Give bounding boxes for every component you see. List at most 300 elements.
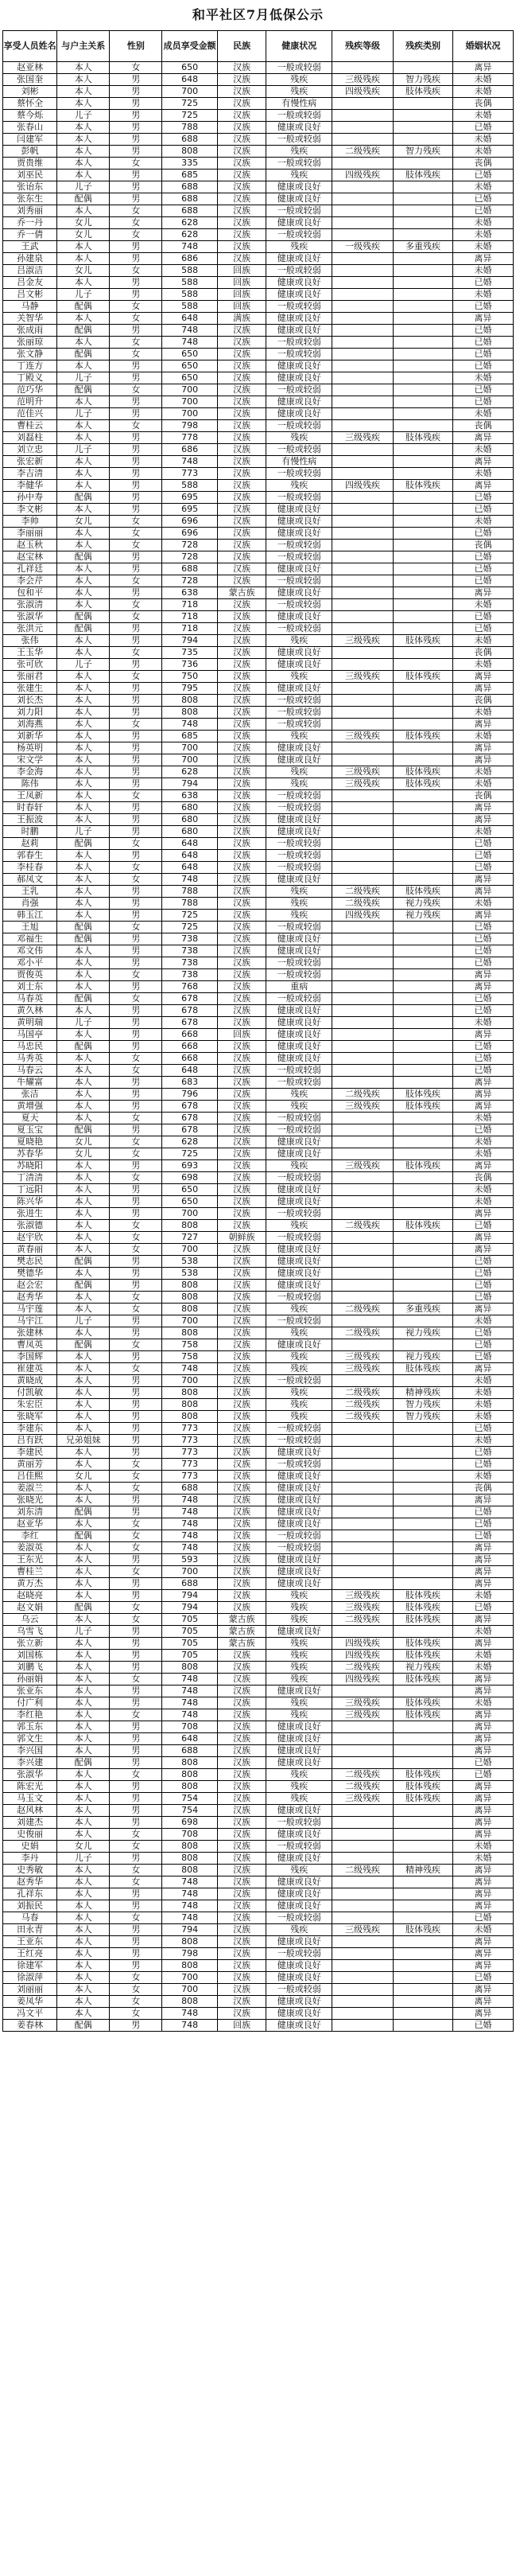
disability-level-cell <box>332 384 394 396</box>
health-cell: 健康或良好 <box>266 1280 332 1292</box>
ethnicity-cell: 汉族 <box>217 1292 266 1304</box>
health-cell: 健康或良好 <box>266 1996 332 2008</box>
disability-type-cell <box>394 1435 453 1447</box>
health-cell: 一般或较弱 <box>266 265 332 277</box>
gender-cell: 男 <box>110 1936 162 1948</box>
disability-type-cell <box>394 1972 453 1984</box>
gender-cell: 女 <box>110 205 162 217</box>
table-row <box>3 1805 514 1817</box>
table-row <box>3 1447 514 1459</box>
health-cell: 健康或良好 <box>266 289 332 301</box>
disability-type-cell <box>394 1948 453 1960</box>
amount-cell: 728 <box>162 540 217 551</box>
amount-cell: 705 <box>162 1638 217 1650</box>
gender-cell: 女 <box>110 1614 162 1626</box>
name-cell: 张淑清 <box>3 599 57 611</box>
marital-status-cell: 未婚 <box>452 134 513 146</box>
name-cell: 苏晓阳 <box>3 1160 57 1172</box>
amount-cell: 748 <box>162 1530 217 1542</box>
relation-cell: 本人 <box>57 1793 110 1805</box>
table-row <box>3 1495 514 1506</box>
marital-status-cell: 丧偶 <box>452 158 513 170</box>
ethnicity-cell: 汉族 <box>217 480 266 492</box>
gender-cell: 男 <box>110 886 162 898</box>
name-cell: 姜淑兰 <box>3 1483 57 1495</box>
marital-status-cell: 未婚 <box>452 1650 513 1662</box>
disability-type-cell <box>394 1900 453 1912</box>
gender-cell: 男 <box>110 170 162 181</box>
gender-cell: 男 <box>110 551 162 563</box>
disability-level-cell <box>332 551 394 563</box>
disability-type-cell <box>394 1423 453 1435</box>
ethnicity-cell: 汉族 <box>217 922 266 933</box>
disability-type-cell <box>394 193 453 205</box>
relation-cell: 本人 <box>57 1065 110 1077</box>
disability-type-cell <box>394 1124 453 1136</box>
table-row <box>3 1244 514 1256</box>
disability-level-cell <box>332 1113 394 1124</box>
amount-cell: 650 <box>162 1184 217 1196</box>
relation-cell: 本人 <box>57 277 110 289</box>
gender-cell: 男 <box>110 86 162 98</box>
disability-level-cell <box>332 683 394 695</box>
health-cell: 健康或良好 <box>266 1936 332 1948</box>
marital-status-cell: 已婚 <box>452 528 513 540</box>
marital-status-cell: 未婚 <box>452 1315 513 1327</box>
ethnicity-cell: 汉族 <box>217 575 266 587</box>
disability-level-cell <box>332 993 394 1005</box>
health-cell: 一般或较弱 <box>266 922 332 933</box>
gender-cell: 男 <box>110 850 162 862</box>
ethnicity-cell: 汉族 <box>217 1471 266 1483</box>
table-row <box>3 146 514 158</box>
gender-cell: 女 <box>110 1244 162 1256</box>
disability-type-cell: 肢体残疾 <box>394 1793 453 1805</box>
disability-type-cell: 肢体残疾 <box>394 1638 453 1650</box>
marital-status-cell: 已婚 <box>452 575 513 587</box>
health-cell: 健康或良好 <box>266 1686 332 1697</box>
health-cell: 残疾 <box>266 170 332 181</box>
gender-cell: 女 <box>110 599 162 611</box>
table-row <box>3 456 514 468</box>
table-row <box>3 1686 514 1697</box>
gender-cell: 女 <box>110 420 162 432</box>
disability-level-cell <box>332 337 394 349</box>
table-row <box>3 671 514 683</box>
name-cell: 史秀敏 <box>3 1865 57 1876</box>
relation-cell: 本人 <box>57 396 110 408</box>
disability-type-cell <box>394 1471 453 1483</box>
table-row <box>3 1232 514 1244</box>
ethnicity-cell: 汉族 <box>217 1351 266 1363</box>
marital-status-cell: 离异 <box>452 1709 513 1721</box>
ethnicity-cell: 汉族 <box>217 551 266 563</box>
marital-status-cell: 已婚 <box>452 1124 513 1136</box>
marital-status-cell: 离异 <box>452 1829 513 1841</box>
amount-cell: 708 <box>162 1721 217 1733</box>
relation-cell: 本人 <box>57 337 110 349</box>
disability-type-cell <box>394 1733 453 1745</box>
amount-cell: 700 <box>162 1972 217 1984</box>
name-cell: 彭帆 <box>3 146 57 158</box>
marital-status-cell: 未婚 <box>452 635 513 647</box>
disability-type-cell <box>394 277 453 289</box>
disability-type-cell: 肢体残疾 <box>394 1160 453 1172</box>
marital-status-cell: 已婚 <box>452 1292 513 1304</box>
health-cell: 健康或良好 <box>266 1566 332 1578</box>
table-row <box>3 1435 514 1447</box>
name-cell: 时春轩 <box>3 802 57 814</box>
ethnicity-cell: 汉族 <box>217 1745 266 1757</box>
relation-cell: 本人 <box>57 1936 110 1948</box>
relation-cell: 本人 <box>57 1686 110 1697</box>
health-cell: 健康或良好 <box>266 1041 332 1053</box>
amount-cell: 748 <box>162 241 217 253</box>
health-cell: 健康或良好 <box>266 587 332 599</box>
health-cell: 健康或良好 <box>266 826 332 838</box>
health-cell: 一般或较弱 <box>266 1435 332 1447</box>
ethnicity-cell: 汉族 <box>217 74 266 86</box>
table-row <box>3 2008 514 2020</box>
ethnicity-cell: 汉族 <box>217 1089 266 1101</box>
relation-cell: 配偶 <box>57 1506 110 1518</box>
table-row <box>3 1924 514 1936</box>
gender-cell: 男 <box>110 1435 162 1447</box>
table-body <box>3 62 514 2032</box>
amount-cell: 788 <box>162 898 217 910</box>
ethnicity-cell: 汉族 <box>217 1041 266 1053</box>
marital-status-cell: 离异 <box>452 671 513 683</box>
disability-level-cell <box>332 504 394 516</box>
disability-type-cell <box>394 1268 453 1280</box>
disability-type-cell: 肢体残疾 <box>394 1697 453 1709</box>
marital-status-cell: 已婚 <box>452 349 513 360</box>
disability-level-cell: 四级残疾 <box>332 480 394 492</box>
gender-cell: 女 <box>110 1996 162 2008</box>
ethnicity-cell: 回族 <box>217 301 266 313</box>
disability-type-cell <box>394 396 453 408</box>
disability-level-cell <box>332 814 394 826</box>
disability-type-cell <box>394 695 453 707</box>
gender-cell: 男 <box>110 408 162 420</box>
amount-cell: 795 <box>162 683 217 695</box>
health-cell: 一般或较弱 <box>266 1459 332 1471</box>
health-cell: 残疾 <box>266 1638 332 1650</box>
marital-status-cell: 已婚 <box>452 301 513 313</box>
ethnicity-cell: 汉族 <box>217 1984 266 1996</box>
ethnicity-cell: 回族 <box>217 2020 266 2032</box>
relation-cell: 本人 <box>57 1101 110 1113</box>
amount-cell: 738 <box>162 945 217 957</box>
gender-cell: 女 <box>110 516 162 528</box>
disability-level-cell: 三级残疾 <box>332 1590 394 1602</box>
marital-status-cell: 离异 <box>452 1876 513 1888</box>
amount-cell: 773 <box>162 1423 217 1435</box>
marital-status-cell: 离异 <box>452 874 513 886</box>
gender-cell: 男 <box>110 1101 162 1113</box>
ethnicity-cell: 汉族 <box>217 659 266 671</box>
gender-cell: 男 <box>110 492 162 504</box>
relation-cell: 本人 <box>57 1662 110 1674</box>
marital-status-cell: 已婚 <box>452 205 513 217</box>
table-row <box>3 1912 514 1924</box>
disability-type-cell: 肢体残疾 <box>394 1674 453 1686</box>
amount-cell: 678 <box>162 993 217 1005</box>
amount-cell: 680 <box>162 826 217 838</box>
health-cell: 一般或较弱 <box>266 1315 332 1327</box>
disability-type-cell: 肢体残疾 <box>394 1614 453 1626</box>
marital-status-cell: 离异 <box>452 1554 513 1566</box>
gender-cell: 男 <box>110 1924 162 1936</box>
amount-cell: 808 <box>162 1936 217 1948</box>
ethnicity-cell: 汉族 <box>217 1817 266 1829</box>
health-cell: 一般或较弱 <box>266 719 332 731</box>
name-cell: 付广利 <box>3 1697 57 1709</box>
gender-cell: 女 <box>110 1459 162 1471</box>
gender-cell: 男 <box>110 1077 162 1089</box>
health-cell: 一般或较弱 <box>266 492 332 504</box>
marital-status-cell: 未婚 <box>452 516 513 528</box>
name-cell: 孙丽娟 <box>3 1674 57 1686</box>
health-cell: 健康或良好 <box>266 528 332 540</box>
relation-cell: 本人 <box>57 1554 110 1566</box>
amount-cell: 796 <box>162 1089 217 1101</box>
relation-cell: 本人 <box>57 1900 110 1912</box>
marital-status-cell: 已婚 <box>452 551 513 563</box>
ethnicity-cell: 汉族 <box>217 325 266 337</box>
health-cell: 健康或良好 <box>266 193 332 205</box>
health-cell: 残疾 <box>266 671 332 683</box>
disability-level-cell: 二级残疾 <box>332 1662 394 1674</box>
relation-cell: 本人 <box>57 1375 110 1387</box>
disability-level-cell <box>332 1423 394 1435</box>
relation-cell: 本人 <box>57 1948 110 1960</box>
disability-type-cell: 智力残疾 <box>394 1399 453 1411</box>
health-cell: 残疾 <box>266 1602 332 1614</box>
name-cell: 黄晓成 <box>3 1375 57 1387</box>
disability-level-cell: 三级残疾 <box>332 1709 394 1721</box>
marital-status-cell: 未婚 <box>452 289 513 301</box>
name-cell: 刘彬 <box>3 86 57 98</box>
ethnicity-cell: 汉族 <box>217 838 266 850</box>
health-cell: 健康或良好 <box>266 1148 332 1160</box>
disability-type-cell <box>394 229 453 241</box>
ethnicity-cell: 汉族 <box>217 1136 266 1148</box>
relation-cell: 本人 <box>57 1829 110 1841</box>
health-cell: 一般或较弱 <box>266 1232 332 1244</box>
health-cell: 一般或较弱 <box>266 384 332 396</box>
disability-level-cell <box>332 790 394 802</box>
marital-status-cell: 未婚 <box>452 1399 513 1411</box>
gender-cell: 男 <box>110 468 162 480</box>
disability-level-cell <box>332 1853 394 1865</box>
health-cell: 健康或良好 <box>266 2008 332 2020</box>
marital-status-cell: 未婚 <box>452 229 513 241</box>
relation-cell: 本人 <box>57 122 110 134</box>
name-cell: 黄久林 <box>3 1005 57 1017</box>
relation-cell: 配偶 <box>57 993 110 1005</box>
gender-cell: 男 <box>110 1399 162 1411</box>
name-cell: 刘磊柱 <box>3 432 57 444</box>
name-cell: 张丽君 <box>3 671 57 683</box>
marital-status-cell: 已婚 <box>452 1005 513 1017</box>
health-cell: 一般或较弱 <box>266 229 332 241</box>
table-row <box>3 62 514 74</box>
relation-cell: 本人 <box>57 898 110 910</box>
relation-cell: 本人 <box>57 1495 110 1506</box>
disability-type-cell <box>394 1686 453 1697</box>
relation-cell: 本人 <box>57 528 110 540</box>
table-row <box>3 540 514 551</box>
ethnicity-cell: 回族 <box>217 277 266 289</box>
disability-level-cell: 一级残疾 <box>332 241 394 253</box>
table-row <box>3 181 514 193</box>
marital-status-cell: 已婚 <box>452 1447 513 1459</box>
disability-level-cell <box>332 1280 394 1292</box>
ethnicity-cell: 汉族 <box>217 1506 266 1518</box>
gender-cell: 女 <box>110 838 162 850</box>
gender-cell: 男 <box>110 1017 162 1029</box>
disability-level-cell <box>332 742 394 754</box>
disability-level-cell <box>332 289 394 301</box>
table-row <box>3 1387 514 1399</box>
marital-status-cell: 已婚 <box>452 384 513 396</box>
health-cell: 一般或较弱 <box>266 850 332 862</box>
amount-cell: 700 <box>162 408 217 420</box>
health-cell: 一般或较弱 <box>266 551 332 563</box>
ethnicity-cell: 汉族 <box>217 563 266 575</box>
table-row <box>3 1900 514 1912</box>
name-cell: 崔建英 <box>3 1363 57 1375</box>
table-row <box>3 277 514 289</box>
disability-level-cell <box>332 313 394 325</box>
marital-status-cell: 未婚 <box>452 1924 513 1936</box>
amount-cell: 808 <box>162 1662 217 1674</box>
table-row <box>3 766 514 778</box>
gender-cell: 男 <box>110 1578 162 1590</box>
amount-cell: 798 <box>162 1948 217 1960</box>
gender-cell: 男 <box>110 1721 162 1733</box>
ethnicity-cell: 汉族 <box>217 360 266 372</box>
ethnicity-cell: 汉族 <box>217 671 266 683</box>
gender-cell: 男 <box>110 1853 162 1865</box>
ethnicity-cell: 蒙古族 <box>217 1638 266 1650</box>
table-row <box>3 1017 514 1029</box>
gender-cell: 女 <box>110 1483 162 1495</box>
health-cell: 健康或良好 <box>266 1483 332 1495</box>
table-row <box>3 360 514 372</box>
name-cell: 李金海 <box>3 766 57 778</box>
disability-level-cell: 三级残疾 <box>332 635 394 647</box>
amount-cell: 668 <box>162 1041 217 1053</box>
disability-type-cell <box>394 1530 453 1542</box>
ethnicity-cell: 汉族 <box>217 766 266 778</box>
disability-level-cell: 二级残疾 <box>332 1387 394 1399</box>
name-cell: 苏春华 <box>3 1148 57 1160</box>
name-cell: 刘秀丽 <box>3 205 57 217</box>
table-row <box>3 1817 514 1829</box>
amount-cell: 748 <box>162 1518 217 1530</box>
relation-cell: 本人 <box>57 1292 110 1304</box>
name-cell: 刘国栋 <box>3 1650 57 1662</box>
ethnicity-cell: 汉族 <box>217 1411 266 1423</box>
ethnicity-cell: 汉族 <box>217 1662 266 1674</box>
gender-cell: 男 <box>110 193 162 205</box>
name-cell: 马静 <box>3 301 57 313</box>
table-row <box>3 1793 514 1805</box>
ethnicity-cell: 汉族 <box>217 1363 266 1375</box>
health-cell: 一般或较弱 <box>266 695 332 707</box>
disability-type-cell: 肢体残疾 <box>394 1709 453 1721</box>
table-row <box>3 1626 514 1638</box>
name-cell: 朱宏臣 <box>3 1399 57 1411</box>
amount-cell: 698 <box>162 1172 217 1184</box>
disability-level-cell <box>332 516 394 528</box>
relation-cell: 配偶 <box>57 1339 110 1351</box>
gender-cell: 男 <box>110 2020 162 2032</box>
gender-cell: 男 <box>110 480 162 492</box>
relation-cell: 本人 <box>57 1650 110 1662</box>
amount-cell: 738 <box>162 933 217 945</box>
gender-cell: 女 <box>110 1339 162 1351</box>
health-cell: 一般或较弱 <box>266 205 332 217</box>
table-row <box>3 408 514 420</box>
amount-cell: 685 <box>162 731 217 742</box>
name-cell: 乔一丹 <box>3 217 57 229</box>
marital-status-cell: 已婚 <box>452 360 513 372</box>
disability-level-cell <box>332 1876 394 1888</box>
marital-status-cell: 未婚 <box>452 1136 513 1148</box>
health-cell: 健康或良好 <box>266 313 332 325</box>
health-cell: 健康或良好 <box>266 1339 332 1351</box>
marital-status-cell: 离异 <box>452 1674 513 1686</box>
gender-cell: 男 <box>110 1817 162 1829</box>
amount-cell: 648 <box>162 850 217 862</box>
amount-cell: 728 <box>162 575 217 587</box>
disability-type-cell: 多重残疾 <box>394 1304 453 1315</box>
relation-cell: 配偶 <box>57 838 110 850</box>
table-row <box>3 910 514 922</box>
marital-status-cell: 未婚 <box>452 181 513 193</box>
relation-cell: 本人 <box>57 1876 110 1888</box>
name-cell: 张晓军 <box>3 1411 57 1423</box>
health-cell: 健康或良好 <box>266 181 332 193</box>
disability-level-cell <box>332 1912 394 1924</box>
name-cell: 马国亭 <box>3 1029 57 1041</box>
relation-cell: 配偶 <box>57 1757 110 1769</box>
disability-type-cell <box>394 1853 453 1865</box>
marital-status-cell: 离异 <box>452 1077 513 1089</box>
ethnicity-cell: 汉族 <box>217 98 266 110</box>
name-cell: 马宇莲 <box>3 1304 57 1315</box>
marital-status-cell: 已婚 <box>452 193 513 205</box>
ethnicity-cell: 汉族 <box>217 1483 266 1495</box>
ethnicity-cell: 汉族 <box>217 1697 266 1709</box>
name-cell: 张进生 <box>3 1208 57 1220</box>
disability-level-cell <box>332 528 394 540</box>
relation-cell: 配偶 <box>57 611 110 623</box>
ethnicity-cell: 汉族 <box>217 1196 266 1208</box>
table-row <box>3 480 514 492</box>
health-cell: 残疾 <box>266 1351 332 1363</box>
table-row <box>3 850 514 862</box>
disability-level-cell <box>332 1996 394 2008</box>
name-cell: 赵会宏 <box>3 1280 57 1292</box>
relation-cell: 本人 <box>57 1960 110 1972</box>
marital-status-cell: 离异 <box>452 1578 513 1590</box>
amount-cell: 748 <box>162 1709 217 1721</box>
gender-cell: 男 <box>110 1256 162 1268</box>
